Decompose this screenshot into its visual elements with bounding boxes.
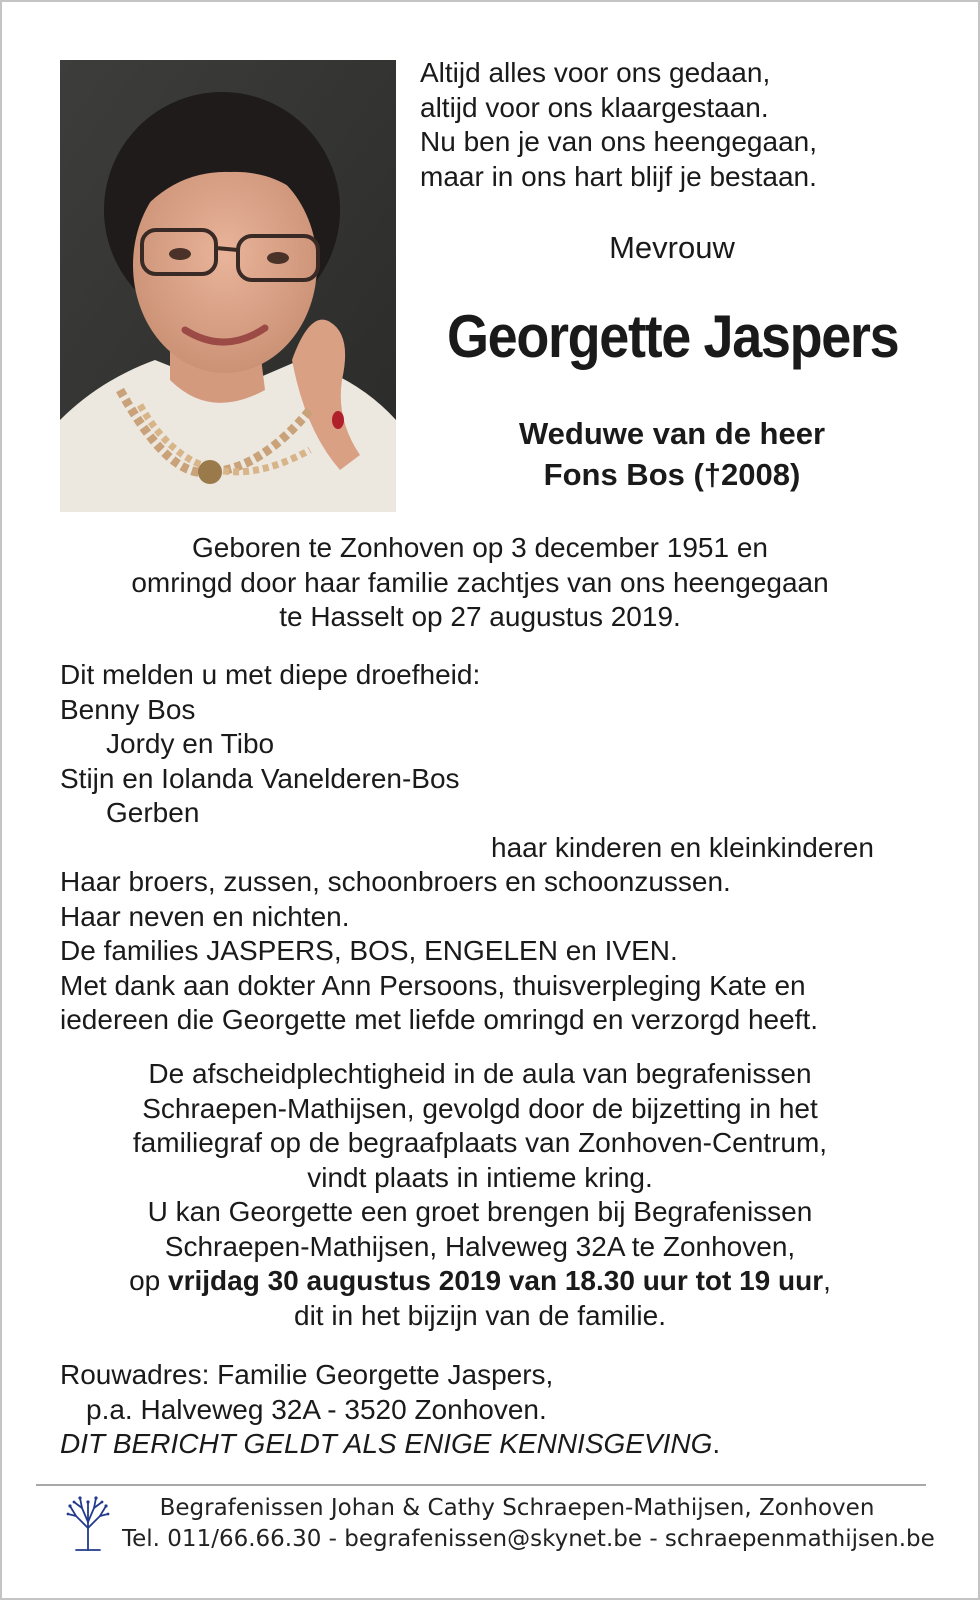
- birth-death-info: [22, 531, 938, 635]
- family-line: De families JASPERS, BOS, ENGELEN en IVEN.: [60, 935, 678, 966]
- family-child: Benny Bos: [60, 693, 196, 725]
- funeral-home-info: [122, 1493, 935, 1555]
- notice-suffix: .: [712, 1428, 721, 1459]
- family-line: Haar broers, zussen, schoonbroers en schoonzussen.: [60, 866, 731, 897]
- info-line: Geboren te Zonhoven op 3 december 1951 en: [192, 532, 768, 563]
- family-line: iedereen die Georgette met liefde omringd en verzorgd heeft.: [60, 1004, 819, 1035]
- tree-icon: [62, 1492, 114, 1552]
- ceremony-line: dit in het bijzijn van de familie.: [294, 1299, 666, 1331]
- funeral-home-name: Begrafenissen Johan & Cathy Schraepen-Mathijsen, Zonhoven: [159, 1495, 875, 1521]
- deceased-name: Georgette Jaspers: [447, 303, 899, 370]
- ceremony-line: Schraepen-Mathijsen, Halveweg 32A te Zonhoven,: [164, 1230, 796, 1262]
- poem-line: altijd voor ons klaargestaan.: [420, 91, 769, 123]
- salutation: Mevrouw: [609, 230, 735, 265]
- visit-prefix: op: [129, 1265, 161, 1296]
- funeral-home-contact: Tel. 011/66.66.30 - begrafenissen@skynet.be - schraepenmathijsen.be: [122, 1526, 935, 1552]
- ceremony-line: De afscheidplechtigheid in de aula van begrafenissen: [148, 1058, 812, 1089]
- widow-of: [422, 413, 922, 495]
- visit-date-time: vrijdag 30 augustus 2019 van 18.30 uur tot 19 uur: [168, 1265, 824, 1296]
- address-line: p.a. Halveweg 32A - 3520 Zonhoven.: [86, 1393, 547, 1425]
- family-list-bottom: [60, 865, 818, 1038]
- visit-line: [22, 1264, 938, 1299]
- family-list-top: [60, 658, 480, 831]
- family-line: Haar neven en nichten.: [60, 900, 350, 932]
- info-line: te Hasselt op 27 augustus 2019.: [279, 601, 681, 632]
- footer-divider: [36, 1484, 926, 1486]
- family-child: Stijn en Iolanda Vanelderen-Bos: [60, 762, 460, 794]
- memorial-poem: [420, 56, 817, 194]
- ceremony-line: vindt plaats in intieme kring.: [307, 1161, 653, 1193]
- family-relation: haar kinderen en kleinkinderen: [491, 832, 874, 863]
- ceremony-info: [22, 1057, 938, 1333]
- ceremony-line: familiegraf op de begraafplaats van Zonhoven-Centrum,: [132, 1127, 828, 1158]
- family-line: Met dank aan dokter Ann Persoons, thuisverpleging Kate en: [60, 969, 806, 1001]
- mourning-address: [60, 1358, 720, 1462]
- notice-line: [60, 1427, 720, 1462]
- poem-line: Altijd alles voor ons gedaan,: [420, 57, 771, 88]
- notice-text: DIT BERICHT GELDT ALS ENIGE KENNISGEVING: [60, 1428, 713, 1459]
- poem-line: maar in ons hart blijf je bestaan.: [420, 160, 817, 192]
- family-intro: Dit melden u met diepe droefheid:: [60, 659, 481, 690]
- ceremony-line: U kan Georgette een groet brengen bij Begrafenissen: [147, 1196, 813, 1227]
- family-grandchildren: Gerben: [106, 797, 200, 828]
- visit-suffix: ,: [823, 1265, 831, 1296]
- portrait-photo: [60, 60, 396, 512]
- address-line: Rouwadres: Familie Georgette Jaspers,: [60, 1359, 554, 1390]
- family-grandchildren: Jordy en Tibo: [106, 728, 275, 759]
- widow-line: Weduwe van de heer: [518, 416, 826, 451]
- ceremony-line: Schraepen-Mathijsen, gevolgd door de bijzetting in het: [142, 1092, 818, 1124]
- poem-line: Nu ben je van ons heengegaan,: [420, 126, 817, 157]
- info-line: omringd door haar familie zachtjes van ons heengegaan: [131, 566, 829, 598]
- widow-line: Fons Bos (†2008): [543, 457, 801, 492]
